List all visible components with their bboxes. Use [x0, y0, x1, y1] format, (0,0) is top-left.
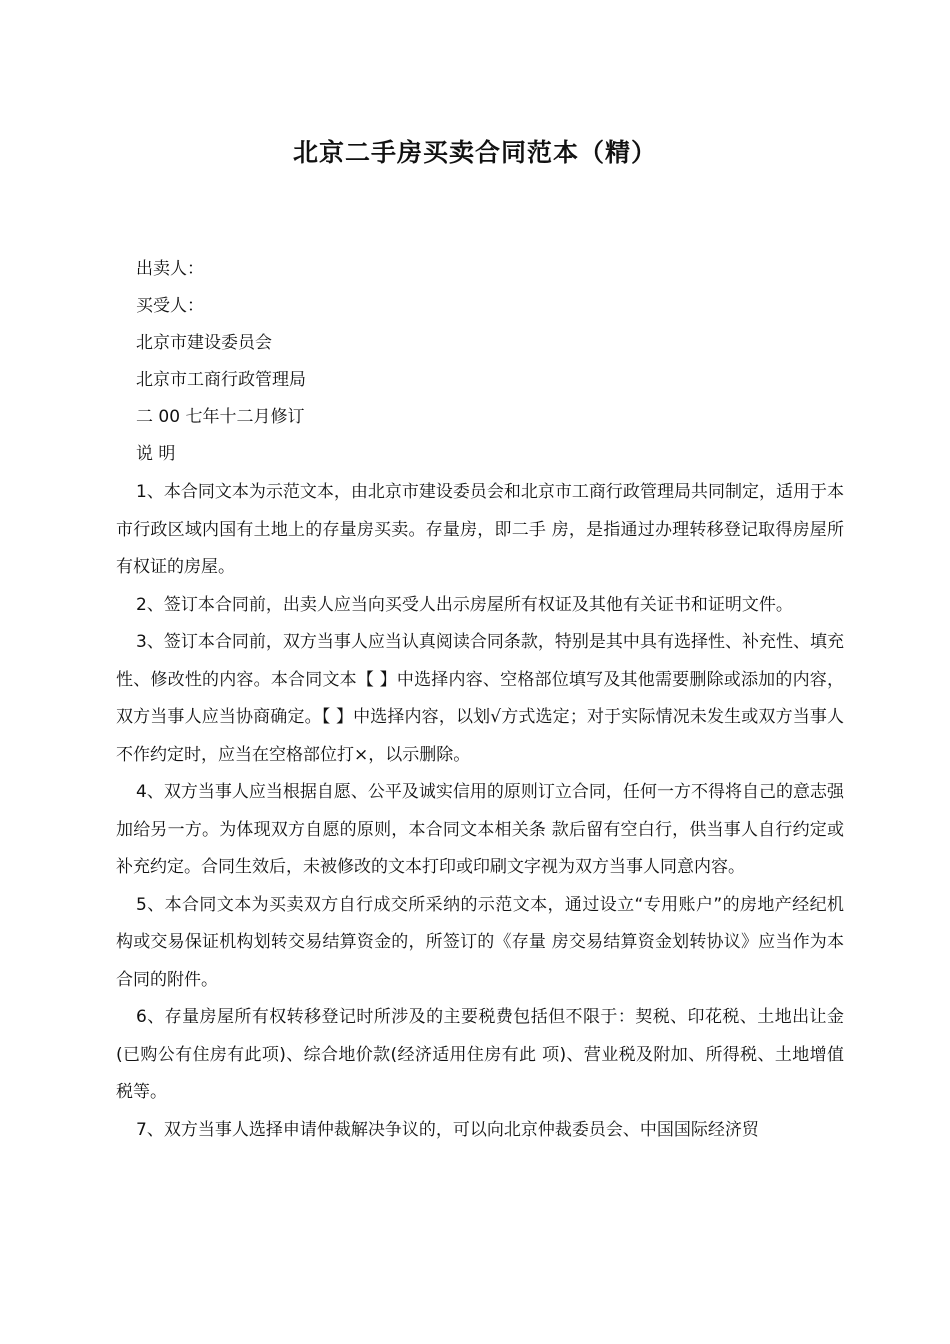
- instruction-paragraph-3: 3、签订本合同前，双方当事人应当认真阅读合同条款，特别是其中具有选择性、补充性、填充性、修改性的内容。本合同文本【 】中选择内容、空格部位填写及其他需要删除或添加的内容，双方当事人应当协商确定。【 】中选择内容，以划√方式选定；对于实际情况未发生或双方当事人不作约定时，应当在空格部位打×，以示删除。: [116, 632, 844, 765]
- instructions-heading: 说 明: [136, 444, 176, 464]
- instruction-paragraph-4: 4、双方当事人应当根据自愿、公平及诚实信用的原则订立合同，任何一方不得将自己的意志强加给另一方。为体现双方自愿的原则，本合同文本相关条 款后留有空白行，供当事人自行约定或补充约定。合同生效后，未被修改的文本打印或印刷文字视为双方当事人同意内容。: [116, 782, 844, 877]
- document-title: 北京二手房买卖合同范本（精）: [292, 138, 657, 167]
- revision-date: 二 00 七年十二月修订: [136, 407, 305, 427]
- instruction-paragraph-7: 7、双方当事人选择申请仲裁解决争议的，可以向北京仲裁委员会、中国国际经济贸: [136, 1119, 759, 1140]
- instruction-paragraph-5: 5、本合同文本为买卖双方自行成交所采纳的示范文本，通过设立“专用账户”的房地产经纪机构或交易保证机构划转交易结算资金的，所签订的《存量 房交易结算资金划转协议》应当作为本合同的附件。: [116, 894, 844, 990]
- issuer-industry-commerce-bureau: 北京市工商行政管理局: [136, 370, 306, 390]
- instructions-body: [116, 474, 844, 1149]
- instruction-paragraph-2: 2、签订本合同前，出卖人应当向买受人出示房屋所有权证及其他有关证书和证明文件。: [136, 594, 793, 615]
- instruction-paragraph-1: 1、本合同文本为示范文本，由北京市建设委员会和北京市工商行政管理局共同制定，适用于本市行政区域内国有土地上的存量房买卖。存量房，即二手 房，是指通过办理转移登记取得房屋所有权证的房屋。: [116, 482, 844, 577]
- instruction-paragraph-6: 6、存量房屋所有权转移登记时所涉及的主要税费包括但不限于：契税、印花税、土地出让金(已购公有住房有此项)、综合地价款(经济适用住房有此 项)、营业税及附加、所得税、土地增值税等。: [116, 1007, 844, 1102]
- document-header-block: [136, 251, 836, 473]
- seller-line: 出卖人：: [136, 259, 204, 279]
- buyer-line: 买受人：: [136, 296, 204, 316]
- issuer-construction-commission: 北京市建设委员会: [136, 333, 272, 353]
